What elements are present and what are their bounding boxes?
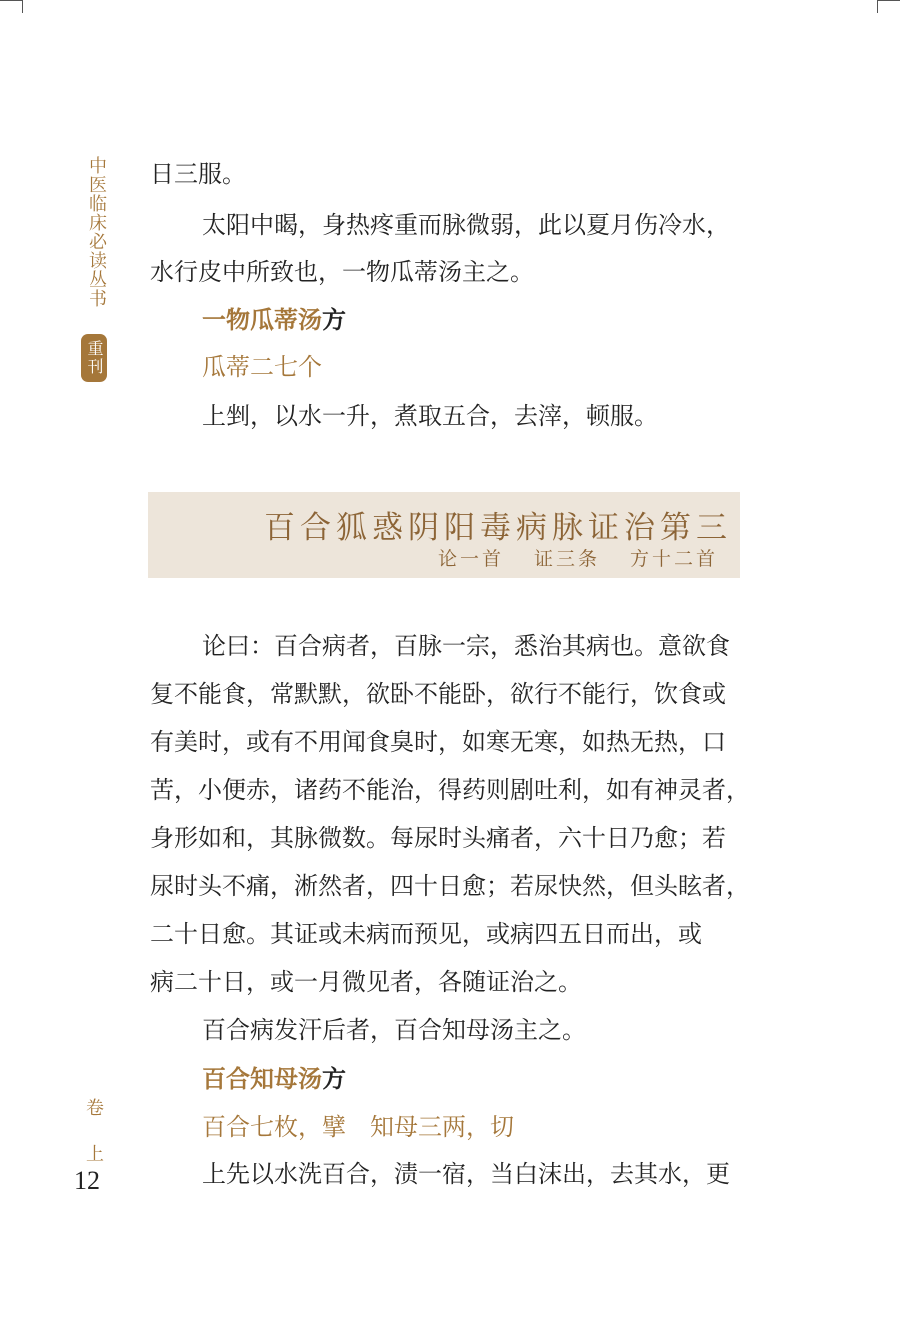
formula-suffix: 方: [322, 305, 346, 334]
volume-char-1: 卷: [86, 1098, 104, 1119]
text-line: 太阳中暍，身热疼重而脉微弱，此以夏月伤冷水，: [202, 211, 730, 239]
chapter-sub-discourse: 论一首: [437, 548, 504, 570]
volume-label: [82, 1086, 108, 1178]
formula-heading: [202, 296, 742, 344]
text-line: 尿时头不痛，淅然者，四十日愈；若尿快然，但头眩者，: [150, 872, 750, 900]
page-number: 12: [74, 1166, 100, 1195]
chapter-sub-syndromes: 证三条: [533, 548, 600, 570]
formula-method: 上剉，以水一升，煮取五合，去滓，顿服。: [202, 402, 658, 430]
chapter-subtitle: [408, 544, 718, 571]
formula-ingredients: 瓜蒂二七个: [202, 353, 322, 381]
text-line: 复不能食，常默默，欲卧不能卧，欲行不能行，饮食或: [150, 680, 726, 708]
formula-heading: [202, 1055, 742, 1103]
series-badge: 重刊: [81, 334, 107, 382]
text-line: 二十日愈。其证或未病而预见，或病四五日而出，或: [150, 920, 702, 948]
text-line: 日三服。: [150, 160, 246, 188]
text-line: 苦，小便赤，诸药不能治，得药则剧吐利，如有神灵者，: [150, 776, 750, 804]
crop-mark-right: [877, 0, 900, 13]
formula-method: 上先以水洗百合，渍一宿，当白沫出，去其水，更: [202, 1160, 730, 1188]
formula-name: 百合知母汤: [202, 1064, 322, 1093]
formula-suffix: 方: [322, 1064, 346, 1093]
series-title: 中医临床必读丛书: [86, 156, 107, 308]
text-line: 水行皮中所致也，一物瓜蒂汤主之。: [150, 258, 534, 286]
volume-char-2: 上: [86, 1144, 104, 1165]
text-line: 有美时，或有不用闻食臭时，如寒无寒，如热无热，口: [150, 728, 726, 756]
text-line: 论曰：百合病者，百脉一宗，悉治其病也。意欲食: [202, 632, 730, 660]
chapter-header: [148, 492, 740, 578]
chapter-title: 百合狐惑阴阳毒病脉证治第三: [264, 510, 732, 546]
text-line: 百合病发汗后者，百合知母汤主之。: [202, 1016, 586, 1044]
formula-ingredients: 百合七枚，擘 知母三两，切: [202, 1113, 514, 1141]
formula-name: 一物瓜蒂汤: [202, 305, 322, 334]
text-line: 病二十日，或一月微见者，各随证治之。: [150, 968, 582, 996]
chapter-sub-formulas: 方十二首: [629, 548, 718, 570]
text-line: 身形如和，其脉微数。每尿时头痛者，六十日乃愈；若: [150, 824, 726, 852]
crop-mark-left: [0, 0, 23, 13]
